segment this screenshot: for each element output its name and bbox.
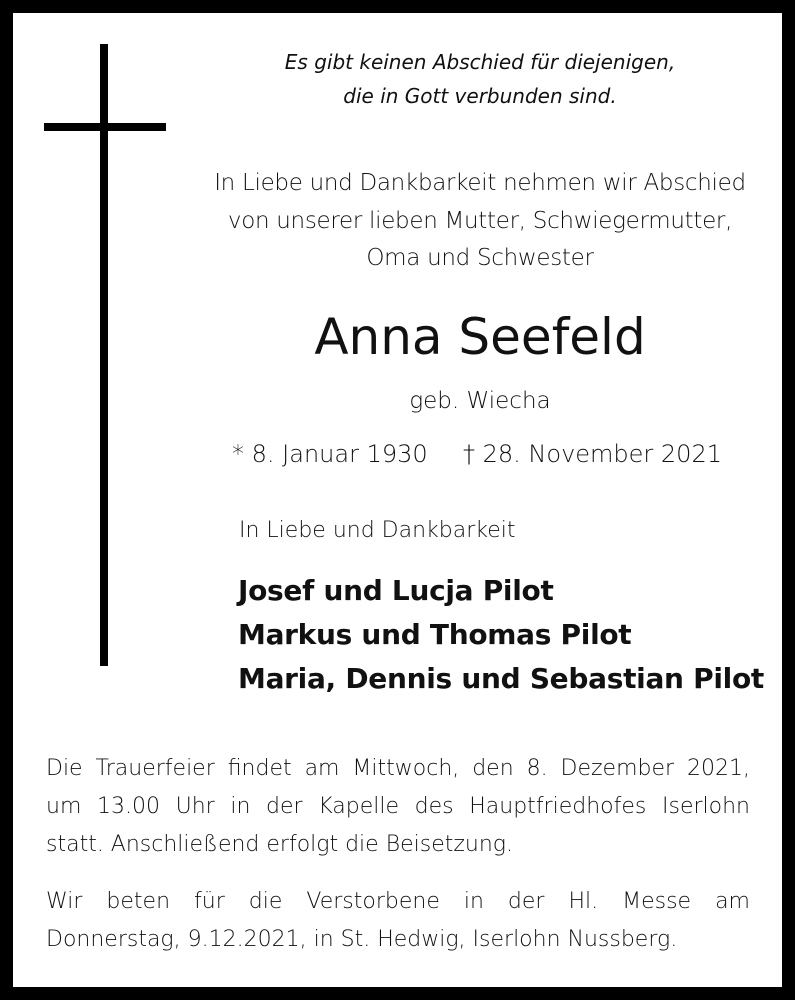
mourner-line-2: Markus und Thomas Pilot xyxy=(238,618,632,651)
deceased-birth-name: geb. Wiecha xyxy=(409,388,551,414)
mourner-line-3: Maria, Dennis und Sebastian Pilot xyxy=(238,662,764,695)
intro-line-3: Oma und Schwester xyxy=(366,245,594,271)
service-line-1: Die Trauerfeier findet am Mittwoch, den 8. Dezember 2021, xyxy=(46,756,750,781)
mass-line-2: Donnerstag, 9.12.2021, in St. Hedwig, Iserlohn Nussberg. xyxy=(46,927,678,952)
service-paragraph xyxy=(46,750,750,864)
mass-line-1: Wir beten für die Verstorbene in der Hl. Messe am xyxy=(46,889,750,914)
quote-line-1: Es gibt keinen Abschied für diejenigen, xyxy=(284,50,676,74)
mourner-line-1: Josef und Lucja Pilot xyxy=(238,574,554,607)
service-line-2: um 13.00 Uhr in der Kapelle des Hauptfriedhofes Iserlohn xyxy=(46,794,750,819)
cross-horizontal-bar xyxy=(44,123,166,131)
closing-phrase: In Liebe und Dankbarkeit xyxy=(239,518,516,543)
cross-vertical-bar xyxy=(100,44,108,666)
deceased-name: Anna Seefeld xyxy=(314,308,646,366)
death-date: † 28. November 2021 xyxy=(463,440,722,468)
mass-paragraph xyxy=(46,883,750,959)
quote-line-2: die in Gott verbunden sind. xyxy=(343,84,617,108)
intro-line-1: In Liebe und Dankbarkeit nehmen wir Abschied xyxy=(214,170,746,196)
intro-line-2: von unserer lieben Mutter, Schwiegermutter, xyxy=(227,208,733,234)
birth-date: * 8. Januar 1930 xyxy=(232,440,428,468)
service-line-3: statt. Anschließend erfolgt die Beisetzung. xyxy=(46,832,514,857)
